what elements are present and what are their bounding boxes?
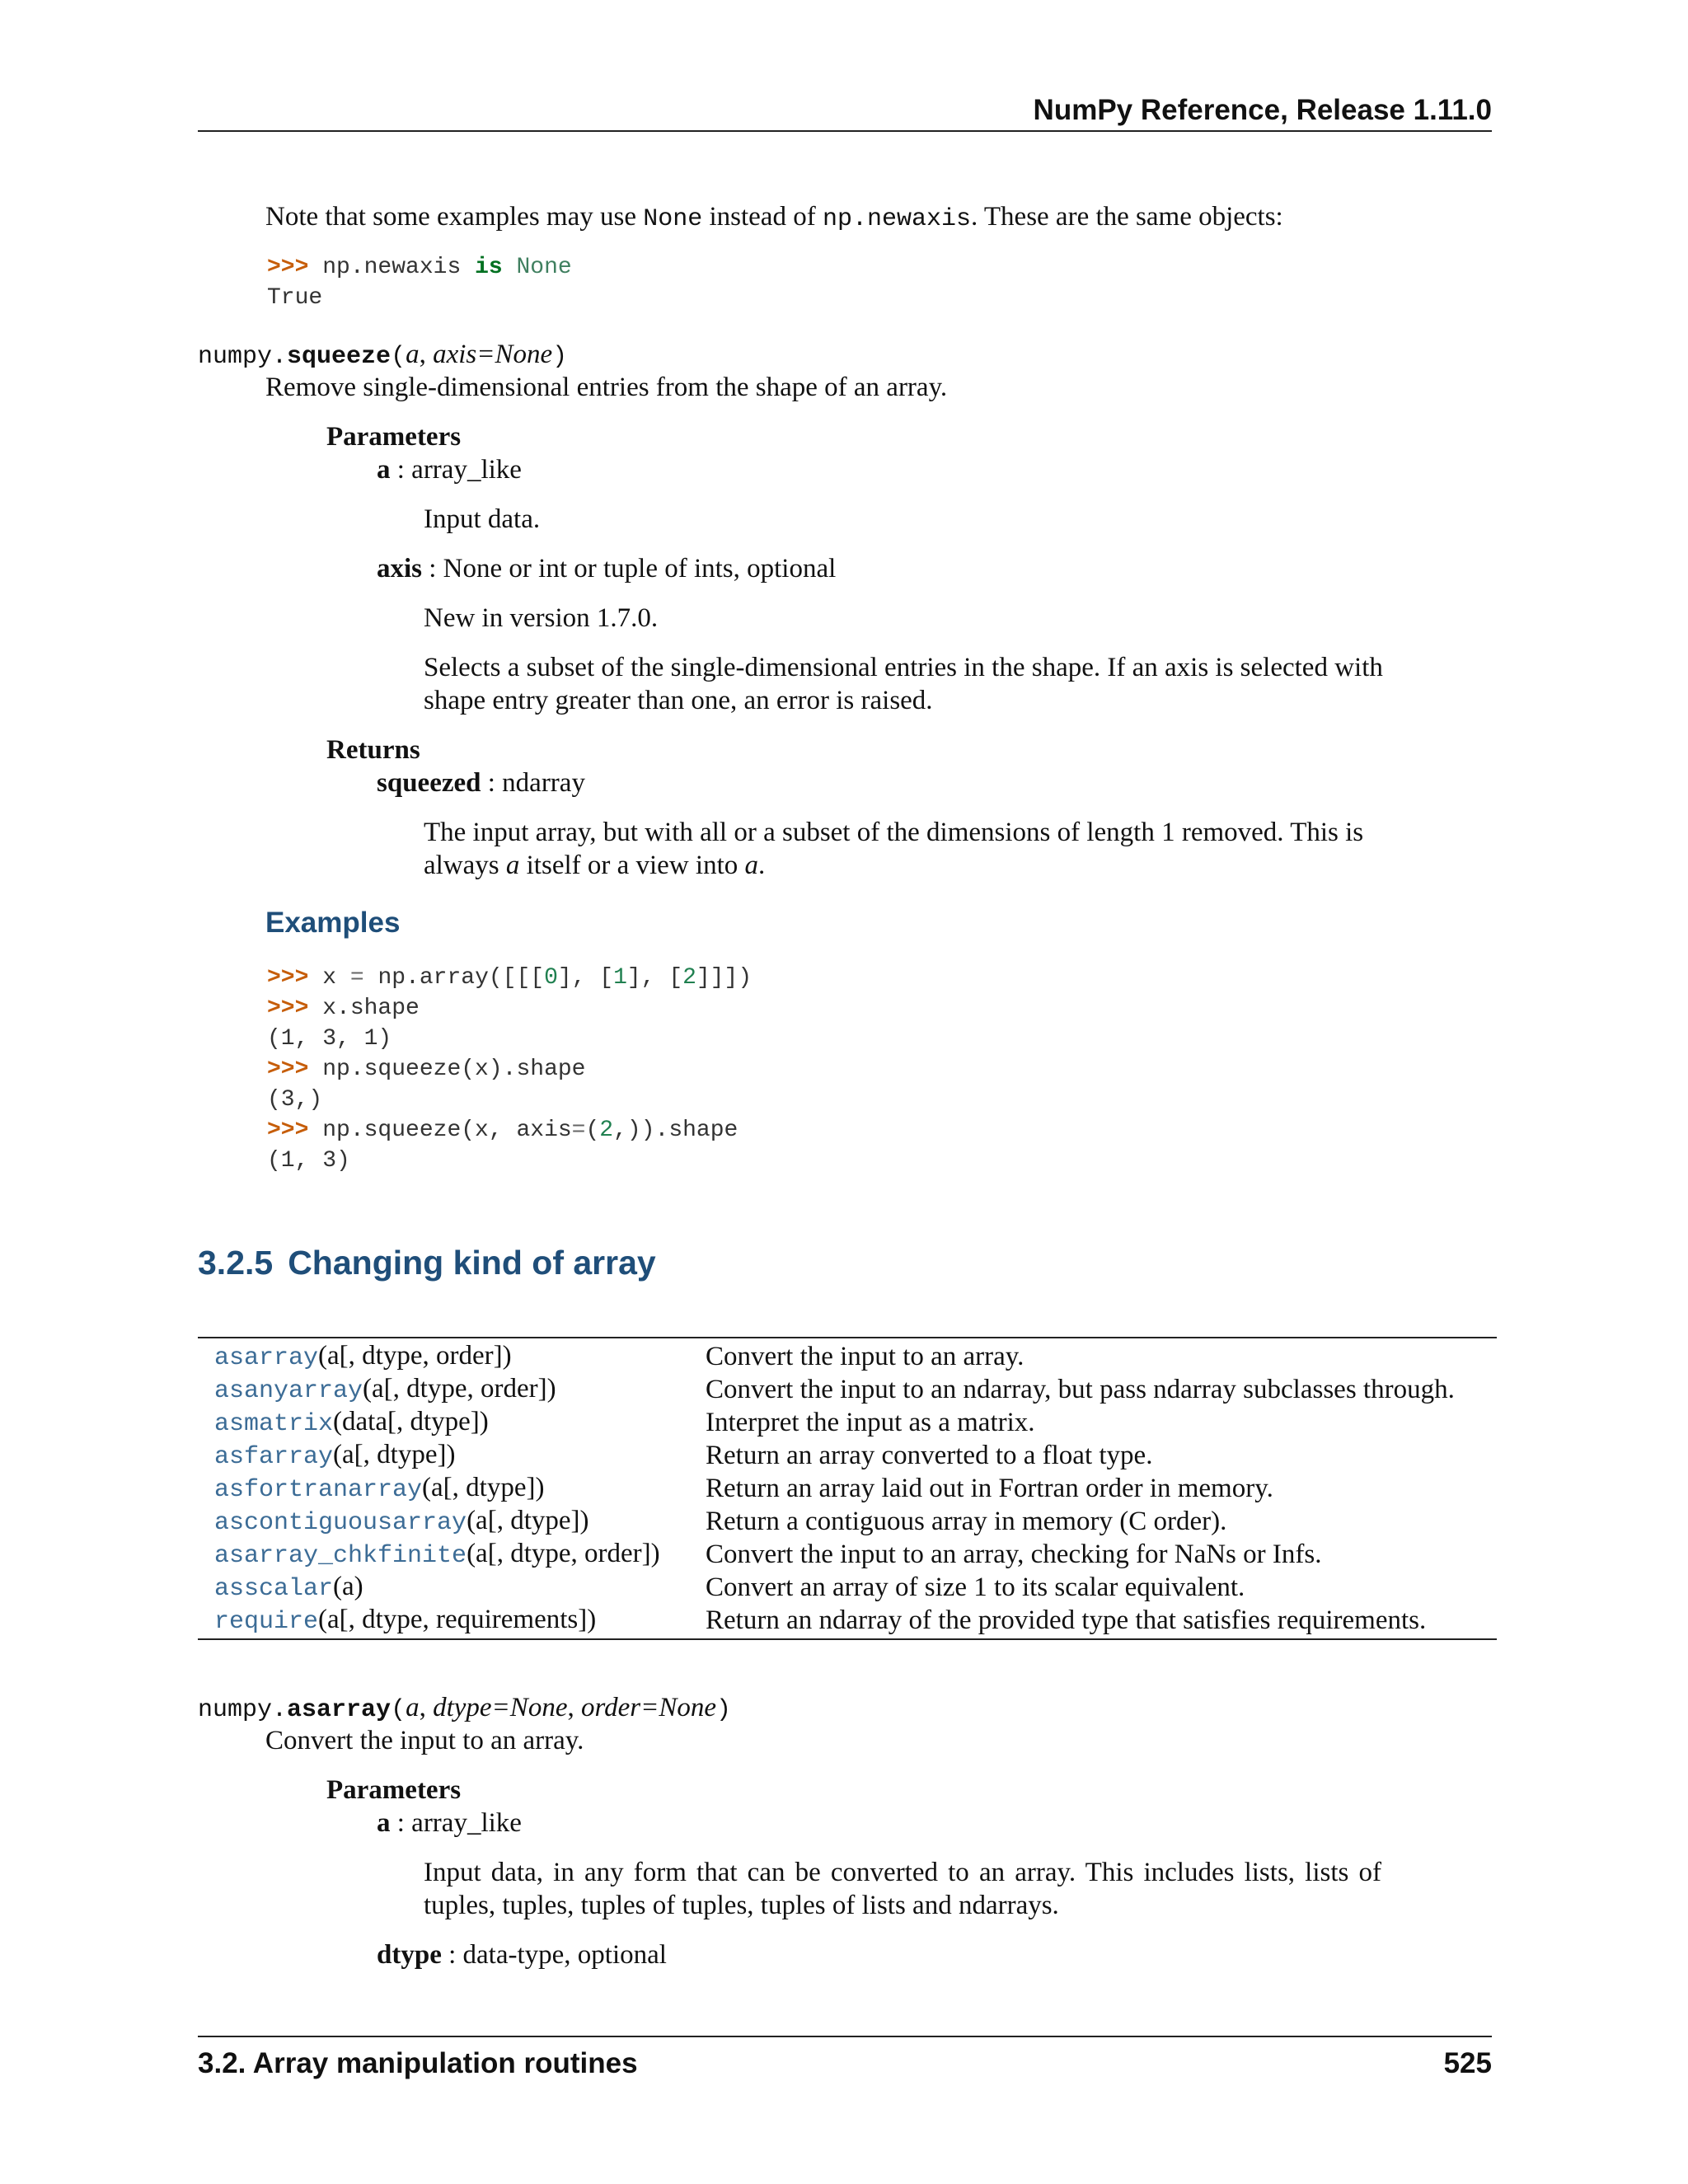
note-code-block: >>> np.newaxis is None True: [267, 255, 572, 311]
squeeze-return-value: squeezed : ndarray: [377, 768, 585, 798]
section-heading: 3.2.5 Changing kind of array: [198, 1244, 656, 1282]
squeeze-parameters-label: Parameters: [326, 422, 462, 452]
table-row: asfortranarray(a[, dtype]) Return an array laid out in Fortran order in memory.: [214, 1473, 1273, 1504]
link-asfarray[interactable]: asfarray: [214, 1443, 334, 1471]
examples-heading: Examples: [265, 907, 401, 939]
asarray-signature: numpy.asarray(a, dtype=None, order=None): [198, 1693, 732, 1724]
link-asfortranarray[interactable]: asfortranarray: [214, 1476, 423, 1504]
asarray-parameters-label: Parameters: [326, 1775, 462, 1805]
squeeze-returns-label: Returns: [326, 735, 420, 765]
asarray-function-name: asarray: [287, 1696, 392, 1724]
asarray-summary: Convert the input to an array.: [265, 1726, 584, 1755]
link-require[interactable]: require: [214, 1608, 319, 1636]
squeeze-param-axis: axis : None or int or tuple of ints, optional: [377, 554, 837, 583]
page-number: 525: [1443, 2047, 1492, 2079]
link-asarray[interactable]: asarray: [214, 1344, 319, 1372]
table-row: asarray_chkfinite(a[, dtype, order]) Convert the input to an array, checking for NaNs or Infs.: [214, 1539, 1322, 1570]
link-asscalar[interactable]: asscalar: [214, 1575, 334, 1603]
squeeze-signature: numpy.squeeze(a, axis=None): [198, 340, 568, 371]
squeeze-return-desc-line2: always a itself or a view into a.: [424, 851, 766, 880]
running-header: NumPy Reference, Release 1.11.0: [198, 92, 1492, 132]
table-row: asanyarray(a[, dtype, order]) Convert the input to an ndarray, but pass ndarray subclasses through.: [214, 1374, 1455, 1405]
squeeze-param-a: a : array_like: [377, 455, 522, 485]
squeeze-param-a-desc: Input data.: [424, 504, 541, 534]
examples-code-block: >>> x = np.array([[[0], [1], [2]]]) >>> x.shape (1, 3, 1) >>> np.squeeze(x).shape (3,) >>> np.squeeze(x, axis=(2,)).shape (1, 3): [267, 965, 753, 1174]
asarray-param-a-desc-line2: tuples, tuples, tuples of tuples, tuples of lists and ndarrays.: [424, 1891, 1059, 1920]
squeeze-return-desc-line1: The input array, but with all or a subset of the dimensions of length 1 removed. This is: [424, 818, 1364, 847]
asarray-param-dtype: dtype : data-type, optional: [377, 1940, 667, 1970]
table-row: asfarray(a[, dtype]) Return an array converted to a float type.: [214, 1440, 1153, 1471]
table-row: asarray(a[, dtype, order]) Convert the input to an array.: [214, 1341, 1025, 1372]
asarray-param-a-desc-line1: Input data, in any form that can be converted to an array. This includes lists, lists of: [424, 1858, 1381, 1887]
inline-code-newaxis: np.newaxis: [822, 205, 971, 233]
squeeze-param-axis-version: New in version 1.7.0.: [424, 603, 659, 633]
link-asmatrix[interactable]: asmatrix: [214, 1410, 334, 1438]
squeeze-summary: Remove single-dimensional entries from the shape of an array.: [265, 373, 948, 402]
link-asanyarray[interactable]: asanyarray: [214, 1377, 363, 1405]
inline-code-none: None: [643, 205, 703, 233]
footer-section: 3.2. Array manipulation routines: [198, 2047, 638, 2079]
squeeze-param-axis-desc-line1: Selects a subset of the single-dimensional entries in the shape. If an axis is selected with: [424, 653, 1383, 682]
link-asarray-chkfinite[interactable]: asarray_chkfinite: [214, 1542, 467, 1570]
summary-table: [198, 1337, 1497, 1640]
running-footer: [198, 2036, 1492, 2082]
note-paragraph: Note that some examples may use None instead of np.newaxis. These are the same objects:: [265, 202, 1283, 233]
asarray-param-a: a : array_like: [377, 1808, 522, 1838]
table-row: asscalar(a) Convert an array of size 1 to its scalar equivalent.: [214, 1572, 1245, 1603]
table-row: asmatrix(data[, dtype]) Interpret the input as a matrix.: [214, 1407, 1035, 1438]
table-row: require(a[, dtype, requirements]) Return an ndarray of the provided type that satisfies requirements.: [214, 1605, 1427, 1636]
table-row: ascontiguousarray(a[, dtype]) Return a contiguous array in memory (C order).: [214, 1506, 1227, 1537]
link-ascontiguousarray[interactable]: ascontiguousarray: [214, 1509, 467, 1537]
squeeze-function-name: squeeze: [287, 343, 392, 371]
squeeze-param-axis-desc-line2: shape entry greater than one, an error is raised.: [424, 686, 933, 715]
